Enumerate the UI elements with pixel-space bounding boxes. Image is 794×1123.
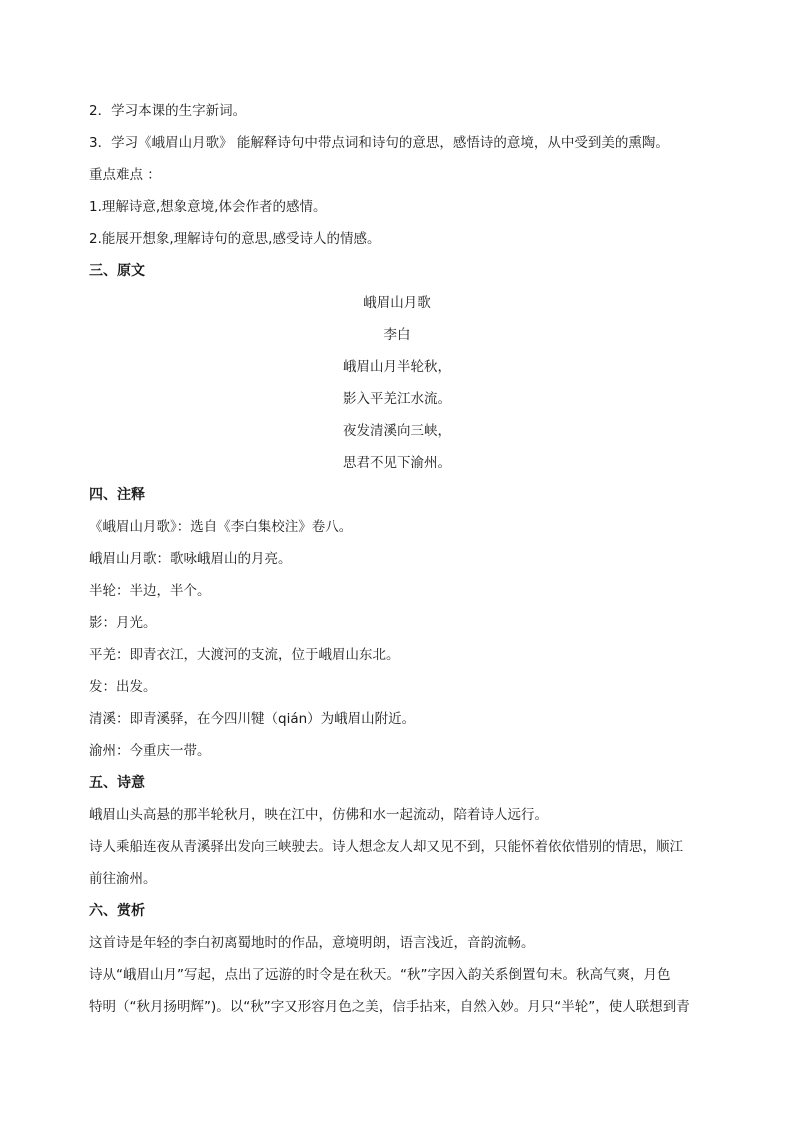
poem-author: 李白 [383,327,411,343]
annotation-item: 发：出发。 [89,679,157,695]
key-point-item-1: 1.理解诗意,想象意境,体会作者的感情。 [89,199,327,215]
meaning-paragraph-2-line-2: 前往渝州。 [89,871,157,887]
section-heading-original-text: 三、原文 [89,263,145,279]
annotation-item: 渝州：今重庆一带。 [89,743,211,759]
appreciation-paragraph-2-line-1: 诗从“峨眉山月”写起，点出了远游的时令是在秋天。“秋”字因入韵关系倒置句末。秋高气爽，月色 [89,967,671,983]
appreciation-paragraph-2-line-2: 特明（“秋月扬明辉”)。以“秋”字又形容月色之美，信手拈来，自然入妙。月只“半轮”，使人联想到青 [89,999,690,1015]
section-heading-annotations: 四、注释 [89,487,145,503]
meaning-paragraph-2-line-1: 诗人乘船连夜从青溪驿出发向三峡驶去。诗人想念友人却又见不到，只能怀着依依惜别的情思，顺江 [89,839,683,855]
poem-line-4: 思君不见下渝州。 [343,455,451,471]
annotation-item: 清溪：即青溪驿，在今四川犍（qián）为峨眉山附近。 [89,711,416,727]
annotation-item: 《峨眉山月歌》：选自《李白集校注》卷八。 [89,519,353,535]
annotation-item: 峨眉山月歌：歌咏峨眉山的月亮。 [89,551,292,567]
objective-item-2: 2．学习本课的生字新词。 [89,103,247,119]
section-heading-appreciation: 六、赏析 [89,903,145,919]
meaning-paragraph-1: 峨眉山头高悬的那半轮秋月，映在江中，仿佛和水一起流动，陪着诗人远行。 [89,807,548,823]
key-point-item-2: 2.能展开想象,理解诗句的意思,感受诗人的情感。 [89,231,381,247]
annotation-item: 半轮：半边，半个。 [89,583,211,599]
appreciation-paragraph-1: 这首诗是年轻的李白初离蜀地时的作品，意境明朗，语言浅近，音韵流畅。 [89,935,535,951]
poem-line-3: 夜发清溪向三峡， [343,423,451,439]
section-heading-meaning: 五、诗意 [89,775,145,791]
objective-item-3: 3．学习《峨眉山月歌》 能解释诗句中带点词和诗句的意思，感悟诗的意境，从中受到美的熏陶。 [89,135,669,151]
poem-line-1: 峨眉山月半轮秋， [343,359,451,375]
annotation-item: 影：月光。 [89,615,157,631]
annotation-item: 平羌：即青衣江，大渡河的支流，位于峨眉山东北。 [89,647,400,663]
poem-title: 峨眉山月歌 [363,295,431,311]
key-points-label: 重点难点 ： [89,167,161,183]
poem-line-2: 影入平羌江水流。 [343,391,451,407]
